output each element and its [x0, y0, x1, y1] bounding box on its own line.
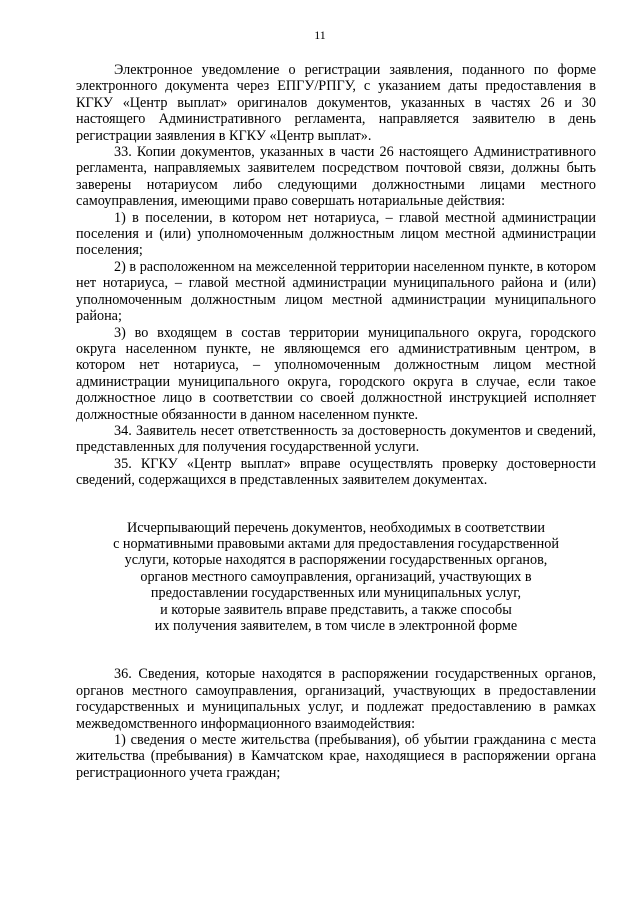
- paragraph-33-item-2: 2) в расположенном на межселенной территории населенном пункте, в котором нет нотариуса, – главой местной администрации муниципального района и (или) уполномоченным должностным лицом местной администрации муниципального района;: [76, 258, 596, 325]
- paragraph-electronic-notification: Электронное уведомление о регистрации заявления, поданного по форме электронного документа через ЕПГУ/РПГУ, с указанием даты предоставления в КГКУ «Центр выплат» оригиналов документов, указанных в частях 26 и 30 настоящего Административного регламента, направляется заявителю в день регистрации заявления в КГКУ «Центр выплат».: [76, 62, 596, 144]
- page-number: 11: [314, 28, 326, 42]
- section-heading-line: услуги, которые находятся в распоряжении государственных органов,: [124, 552, 548, 569]
- section-heading-line: предоставлении государственных или муниципальных услуг,: [150, 585, 522, 602]
- paragraph-34: 34. Заявитель несет ответственность за достоверность документов и сведений, представленных для получения государственной услуги.: [76, 422, 596, 456]
- paragraph-36: 36. Сведения, которые находятся в распоряжении государственных органов, органов местного самоуправления, организаций, участвующих в предоставлении государственных и муниципальных услуг, и подлежат предоставлению в рамках межведомственного информационного взаимодействия:: [76, 666, 596, 732]
- document-body: [76, 62, 596, 781]
- paragraph-33-item-3: 3) во входящем в состав территории муниципального округа, городского округа населенном пункте, не являющемся его административным центром, в котором нет нотариуса, – уполномоченным должностным лицом местной администрации муниципального округа, городского округа в случае, если такое должностное лицо в соответствии со своей должностной инструкцией исполняет должностные обязанности в данном населенном пункте.: [76, 324, 596, 423]
- section-heading-line: и которые заявитель вправе представить, а также способы: [160, 601, 512, 618]
- section-heading-line: Исчерпывающий перечень документов, необходимых в соответствии: [127, 519, 545, 536]
- section-heading-line: органов местного самоуправления, организаций, участвующих в: [140, 568, 532, 585]
- section-heading: [76, 520, 596, 635]
- paragraph-33: 33. Копии документов, указанных в части 26 настоящего Административного регламента, направляемых заявителем посредством почтовой связи, должны быть заверены нотариусом либо следующими должностными лицами местного самоуправления, имеющими право совершать нотариальные действия:: [76, 144, 596, 210]
- paragraph-35: 35. КГКУ «Центр выплат» вправе осуществлять проверку достоверности сведений, содержащихся в представленных заявителем документах.: [76, 455, 596, 489]
- paragraph-33-item-1: 1) в поселении, в котором нет нотариуса, – главой местной администрации поселения и (или) уполномоченным должностным лицом местной администрации поселения;: [76, 209, 596, 259]
- section-heading-line: их получения заявителем, в том числе в электронной форме: [154, 618, 518, 634]
- paragraph-36-item-1: 1) сведения о месте жительства (пребывания), об убытии гражданина с места жительства (пребывания) в Камчатском крае, находящиеся в распоряжении органа регистрационного учета граждан;: [76, 732, 596, 781]
- section-heading-line: с нормативными правовыми актами для предоставления государственной: [113, 535, 559, 552]
